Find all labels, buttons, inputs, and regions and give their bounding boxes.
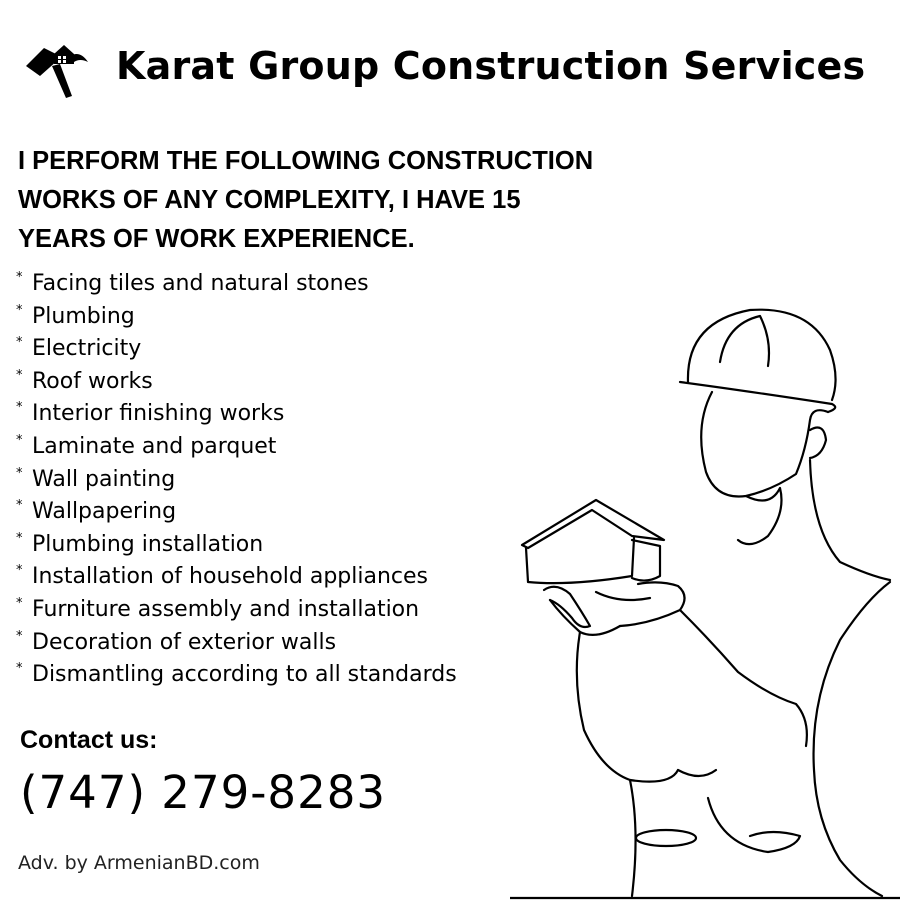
brand-title: Karat Group Construction Services xyxy=(116,44,866,88)
bullet: * xyxy=(16,270,23,285)
service-item: * Dismantling according to all standards xyxy=(16,661,457,688)
contact-label: Contact us: xyxy=(20,726,158,754)
ad-credit: Adv. by ArmenianBD.com xyxy=(18,852,260,874)
services-list xyxy=(16,268,457,692)
bullet: * xyxy=(16,563,23,579)
bullet: * xyxy=(16,595,23,611)
service-item: * Decoration of exterior walls xyxy=(16,628,337,655)
service-item: * Wall painting xyxy=(16,465,176,492)
bullet: * xyxy=(16,530,23,546)
service-item: * Electricity xyxy=(16,335,142,362)
service-item: * Roof works xyxy=(16,367,153,394)
header xyxy=(18,36,888,100)
bullet: * xyxy=(16,302,23,318)
bullet: * xyxy=(16,367,23,383)
service-item: * Plumbing installation xyxy=(16,530,264,557)
headline-line: I PERFORM THE FOLLOWING CONSTRUCTION xyxy=(18,147,594,175)
builder-holding-house-line-art-icon xyxy=(510,300,900,900)
headline-line: WORKS OF ANY COMPLEXITY, I HAVE 15 xyxy=(18,186,521,214)
service-item: * Furniture assembly and installation xyxy=(16,595,420,622)
service-item: * Installation of household appliances xyxy=(16,563,429,590)
service-item: * Wallpapering xyxy=(16,498,177,525)
service-item: * Facing tiles and natural stones xyxy=(16,270,369,296)
service-item: * Interior finishing works xyxy=(16,400,285,427)
bullet: * xyxy=(16,628,23,644)
phone-number[interactable]: (747) 279-8283 xyxy=(20,766,386,819)
bullet: * xyxy=(16,661,23,677)
bullet: * xyxy=(16,465,23,481)
bullet: * xyxy=(16,400,23,416)
bullet: * xyxy=(16,498,23,514)
headline-line: YEARS OF WORK EXPERIENCE. xyxy=(18,225,415,253)
hammer-house-icon xyxy=(18,36,94,102)
bullet: * xyxy=(16,432,23,448)
service-item: * Laminate and parquet xyxy=(16,432,277,459)
bullet: * xyxy=(16,335,23,351)
headline xyxy=(18,142,658,259)
service-item: * Plumbing xyxy=(16,302,135,329)
